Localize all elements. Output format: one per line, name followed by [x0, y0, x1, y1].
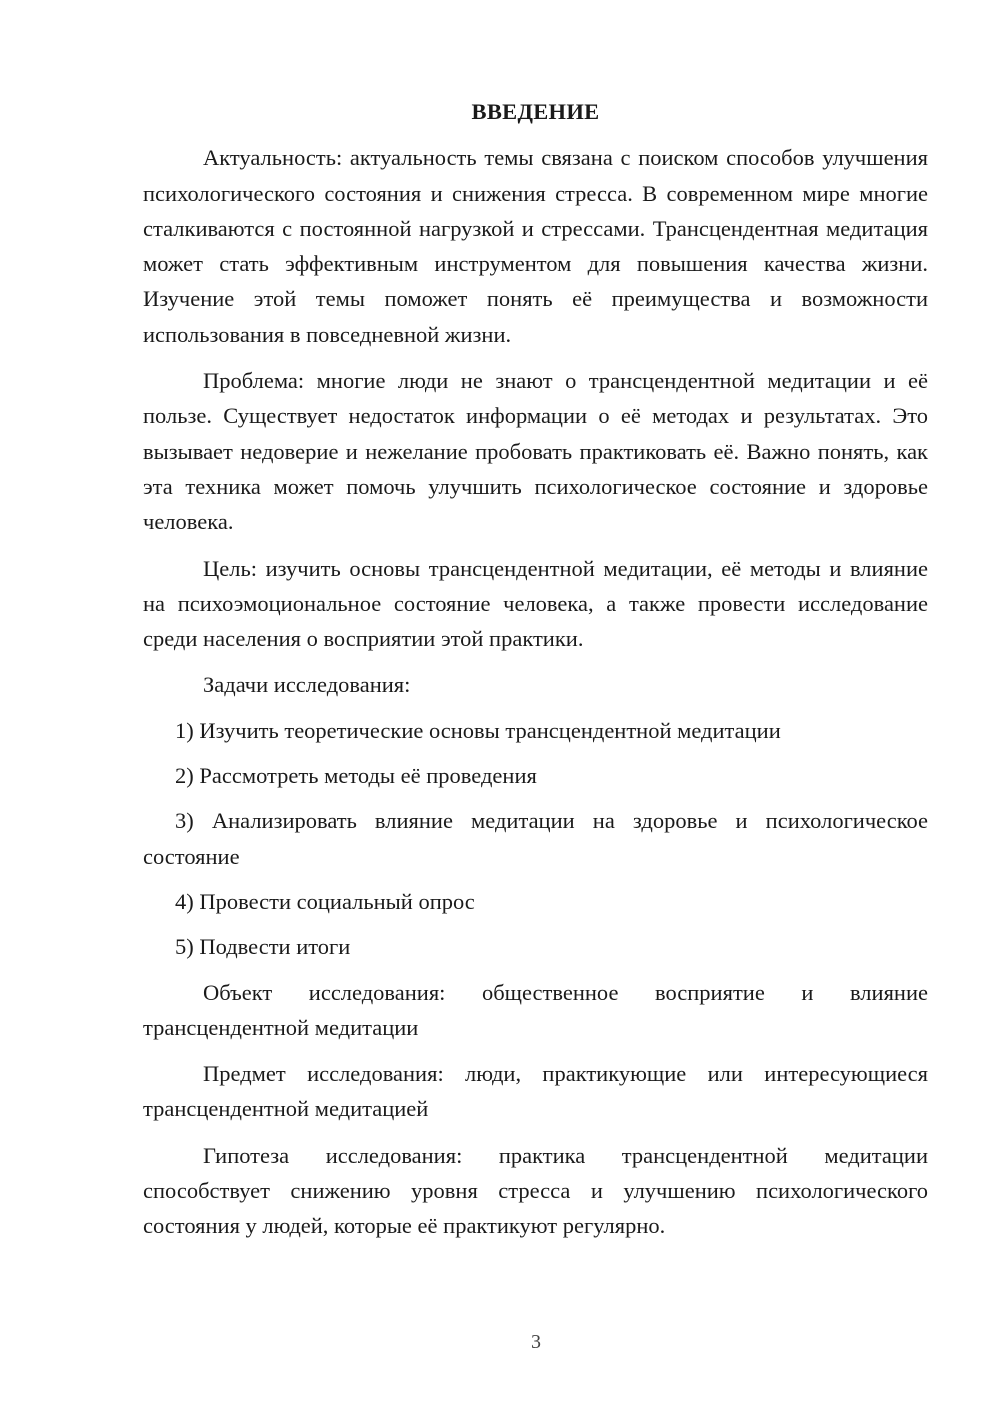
task-item: 2) Рассмотреть методы её проведения [175, 763, 537, 789]
task-item: 4) Провести социальный опрос [175, 888, 475, 914]
page-number: 3 [531, 1331, 541, 1353]
problem-paragraph: Проблема: многие люди не знают о трансцендентной медитации и её пользе. Существует недостаток информации о её методах и результатах. Это вызывает недоверие и нежелание пробовать практиковать её. Важно понять, как эта техника может помочь улучшить психологическое состояние и здоровье человека. [143, 368, 928, 535]
document-page [143, 94, 928, 1255]
goal-paragraph: Цель: изучить основы трансцендентной медитации, её методы и влияние на психоэмоциональное состояние человека, а также провести исследование среди населения о восприятии этой практики. [143, 555, 928, 652]
object-paragraph: Объект исследования: общественное восприятие и влияние трансцендентной медитации [143, 979, 928, 1040]
section-heading: ВВЕДЕНИЕ [471, 99, 600, 124]
relevance-paragraph: Актуальность: актуальность темы связана с поиском способов улучшения психологического состояния и снижения стресса. В современном мире многие сталкиваются с постоянной нагрузкой и стрессами. Трансцендентная медитация может стать эффективным инструментом для повышения качества жизни. Изучение этой темы поможет понять её преимущества и возможности использования в повседневной жизни. [143, 145, 928, 347]
tasks-header: Задачи исследования: [203, 672, 411, 698]
subject-paragraph: Предмет исследования: люди, практикующие или интересующиеся трансцендентной медитацией [143, 1061, 928, 1122]
task-item: 3) Анализировать влияние медитации на здоровье и психологическое состояние [143, 808, 928, 869]
task-item: 5) Подвести итоги [175, 934, 351, 960]
task-item: 1) Изучить теоретические основы трансцендентной медитации [175, 717, 781, 743]
hypothesis-paragraph: Гипотеза исследования: практика трансцендентной медитации способствует снижению уровня стресса и улучшению психологического состояния у людей, которые её практикуют регулярно. [143, 1142, 928, 1239]
